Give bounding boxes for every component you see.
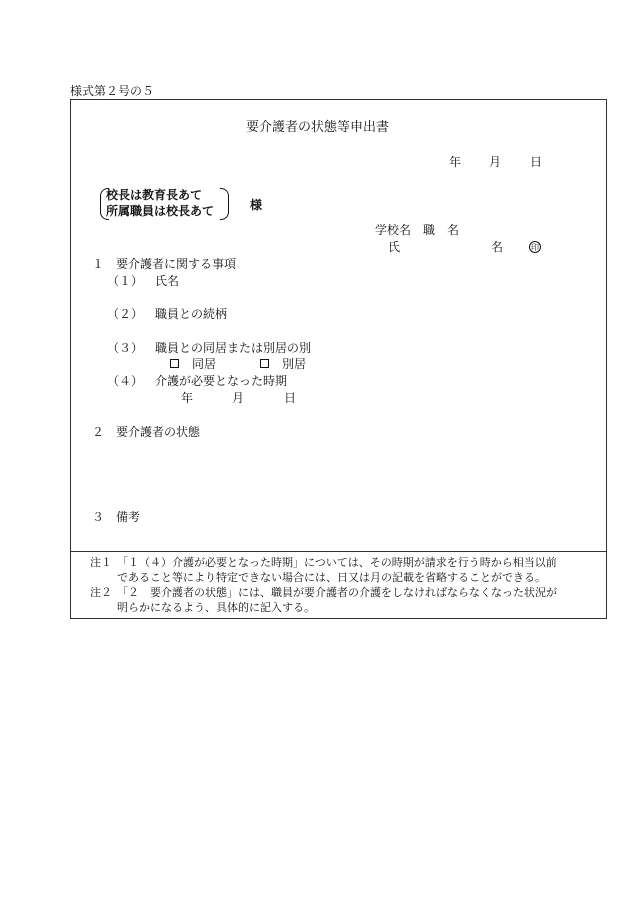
- date-month: 月: [489, 155, 502, 169]
- name-label-1: 氏: [388, 240, 401, 254]
- item4-num: （４）: [107, 374, 144, 388]
- addressee-line2: 所属職員は校長あて: [106, 204, 215, 218]
- cohabit-label: 同居: [192, 357, 217, 371]
- note1-line2: であること等により特定できない場合には、日又は月の記載を省略することができる。: [117, 571, 546, 584]
- item4-year: 年: [181, 391, 194, 405]
- separate-checkbox[interactable]: [260, 359, 269, 368]
- note1-label: 注１: [90, 556, 112, 569]
- note2-line2: 明らかになるよう、具体的に記入する。: [117, 601, 315, 614]
- seal-mark: 印: [531, 243, 539, 252]
- item4-label: 介護が必要となった時期: [155, 374, 288, 388]
- date-year: 年: [449, 155, 462, 169]
- note2-line1: 「２ 要介護者の状態」には、職員が要介護者の介護をしなければならなくなった状況が: [117, 586, 557, 599]
- notes-divider: [70, 551, 607, 552]
- item1-label: 氏名: [155, 274, 180, 288]
- school-position-label: 学校名 職 名: [375, 223, 460, 237]
- item2-num: （２）: [107, 307, 144, 321]
- note2-label: 注２: [90, 586, 112, 599]
- section1-heading: １ 要介護者に関する事項: [92, 257, 237, 271]
- form-number: 様式第２号の５: [70, 84, 155, 98]
- name-label-2: 名: [491, 240, 504, 254]
- item3-label: 職員との同居または別居の別: [155, 341, 312, 355]
- note1-line1: 「１（４）介護が必要となった時期」については、その時期が請求を行う時から相当以前: [117, 556, 557, 569]
- section3-heading: ３ 備考: [92, 510, 141, 524]
- item3-num: （３）: [107, 341, 144, 355]
- form-box: [70, 99, 607, 619]
- item4-day: 日: [284, 391, 297, 405]
- separate-label: 別居: [282, 357, 307, 371]
- honorific: 様: [250, 198, 263, 212]
- section2-heading: ２ 要介護者の状態: [92, 425, 201, 439]
- item1-num: （１）: [107, 274, 144, 288]
- item4-month: 月: [232, 391, 245, 405]
- item2-label: 職員との続柄: [155, 307, 228, 321]
- addressee-line1: 校長は教育長あて: [106, 188, 203, 202]
- cohabit-checkbox[interactable]: [170, 359, 179, 368]
- right-paren: [220, 188, 229, 220]
- date-day: 日: [530, 155, 543, 169]
- form-title: 要介護者の状態等申出書: [246, 120, 390, 135]
